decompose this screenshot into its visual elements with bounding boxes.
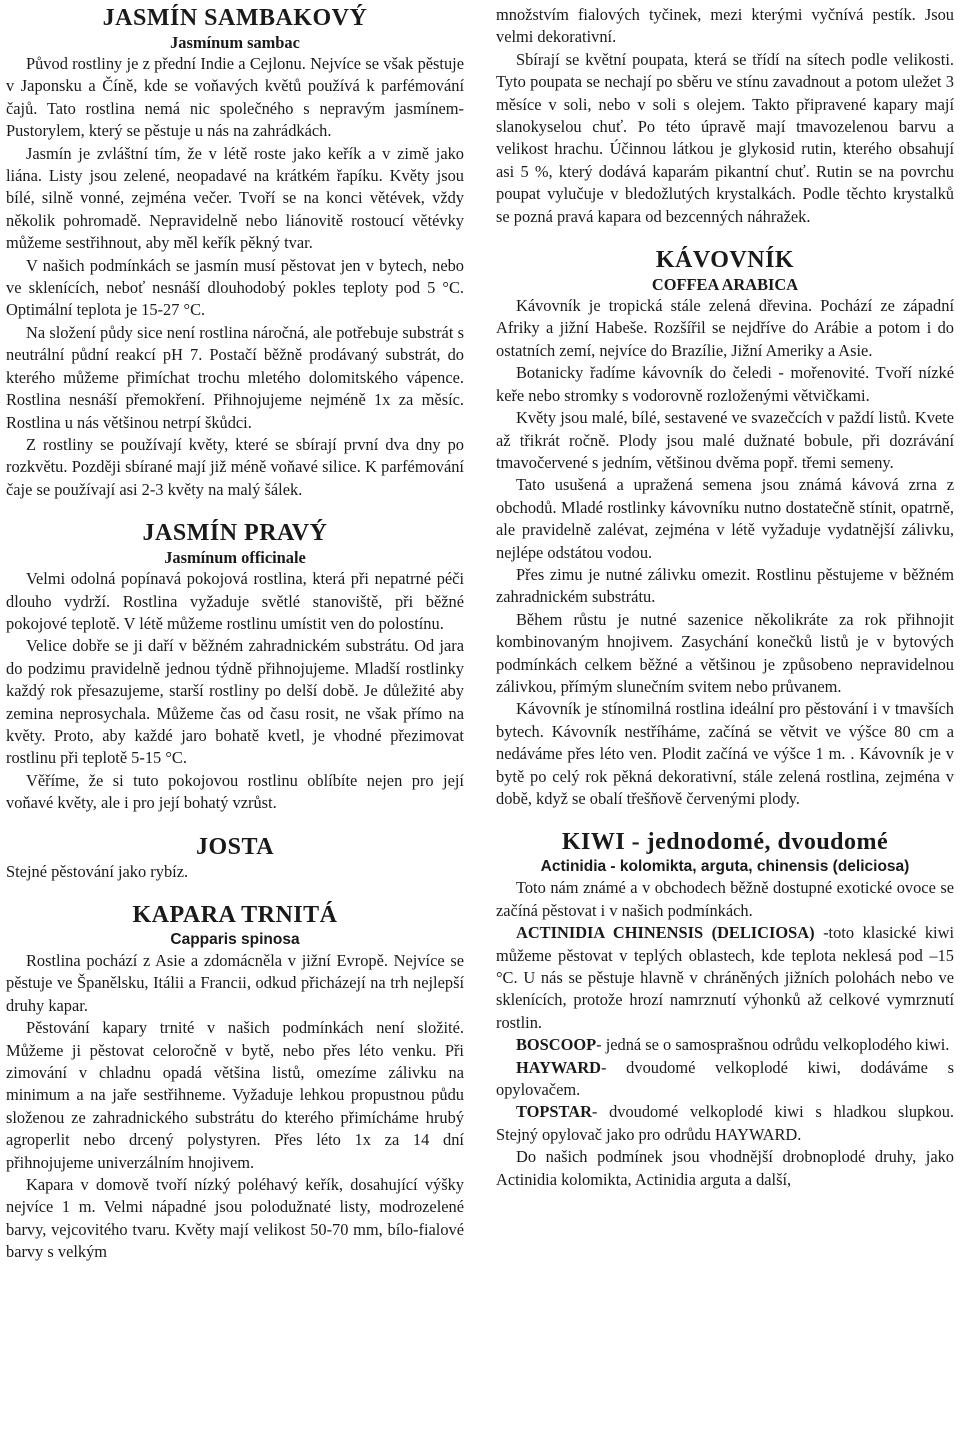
- paragraph: Tato usušená a upražená semena jsou známá kávová zrna z obchodů. Mladé rostlinky kávovníku nutno dostatečně stínit, opatrně, ale pravidelně zalévat, zejména v létě vyžaduje vydatnější zálivku, nejlépe odstátou vodou.: [496, 475, 954, 562]
- spacer: [6, 501, 464, 519]
- spacer: [496, 228, 954, 246]
- term: BOSCOOP: [516, 1035, 597, 1055]
- paragraph-topstar: [496, 1101, 954, 1146]
- paragraph: Sbírají se květní poupata, která se třídí na sítech podle velikosti. Tyto poupata se nechají po sběru ve stínu zavadnout a potom uležet 3 měsíce v soli, nebo v soli s olejem. Takto připravené kapary mají slanokyselou chuť. Po této úpravě mají tmavozelenou barvu a velikost hrachu. Účinnou látkou je glykosid rutin, kterého obsahují asi 5 %, který dodává kaparám pikantní chuť. Rutin se na povrchu poupat vylučuje v bledožlutých krystalkách. Podle těchto krystalků se pozná pravá kapara od bezcenných náhražek.: [496, 49, 954, 226]
- section-subtitle-capparis-spinosa: Capparis spinosa: [170, 931, 300, 948]
- paragraph: množstvím fialových tyčinek, mezi kterými vyčnívá pestík. Jsou velmi dekorativní.: [496, 5, 954, 47]
- section-title-jasmin-pravy: JASMÍN PRAVÝ: [142, 520, 328, 547]
- paragraph: Velmi odolná popínavá pokojová rostlina, která při nepatrné péči dlouho vydrží. Rostlina vyžaduje světlé stanoviště, při běžné pokojové teplotě. V létě můžeme rostlinu umístit ven do polostínu.: [6, 569, 464, 633]
- term: ACTINIDIA CHINENSIS (DELICIOSA): [516, 923, 815, 943]
- paragraph: Věříme, že si tuto pokojovou rostlinu oblíbíte nejen pro její voňavé květy, ale i pro její bohatý vzrůst.: [6, 770, 464, 813]
- term: TOPSTAR: [516, 1102, 592, 1122]
- paragraph-boscoop: [496, 1034, 954, 1056]
- section-subtitle-actinidia: Actinidia - kolomikta, arguta, chinensis (deliciosa): [540, 858, 910, 876]
- paragraph: V našich podmínkách se jasmín musí pěstovat jen v bytech, nebo ve sklenících, neboť nesnáší dlouhodobý pokles teploty pod 5 °C. Optimální teplota je 15-27 °C.: [6, 255, 464, 320]
- paragraph: Na složení půdy sice není rostlina náročná, ale potřebuje substrát s neutrální půdní reakcí pH 7. Postačí běžně prodávaný substrát, do kterého můžeme přimíchat trochu mletého dolomitského vápence. Rostlina nesnáší přemokření. Přihnojujeme nejméně 1x za měsíc. Rostlina u nás většinou netrpí škůdci.: [6, 322, 464, 432]
- term-text: - jedná se o samosprašnou odrůdu velkoplodého kiwi.: [596, 1035, 950, 1055]
- paragraph: Toto nám známé a v obchodech běžně dostupné exotické ovoce se začíná pěstovat i v našich podmínkách.: [496, 878, 954, 920]
- section-subtitle-jasminum-officinale: Jasmínum officinale: [164, 548, 306, 568]
- paragraph-actinidia-chinensis: [496, 922, 954, 1034]
- spacer: [6, 883, 464, 901]
- paragraph-hayward: [496, 1057, 954, 1102]
- paragraph: Kapara v domově tvoří nízký poléhavý keřík, dosahující výšky nejvíce 1 m. Velmi nápadné jsou polodužnaté listy, modrozelené barvy, vejcovitého tvaru. Květy mají velikost 50-70 mm, bílo-fialové barvy s velkým: [6, 1175, 464, 1262]
- term-text: - dvoudomé velkoplodé kiwi s hladkou slupkou. Stejný opylovač jako pro odrůdu HAYWARD.: [496, 1102, 954, 1144]
- section-title-kapara-trnita: KAPARA TRNITÁ: [132, 902, 338, 928]
- paragraph: Z rostliny se používají květy, které se sbírají první dva dny po rozkvětu. Později sbírané mají již méně voňavé silice. K parfémování čaje se používají asi 2-3 květy na malý šálek.: [6, 434, 464, 499]
- paragraph: Stejné pěstování jako rybíz.: [6, 861, 189, 881]
- paragraph: Kávovník je stínomilná rostlina ideální pro pěstování i v tmavších bytech. Kávovník nestříháme, začíná se větvit ve výšce 80 cm a nedáváme přes léto ven. Plodit začíná ve výšce 1 m. . Kávovník je v bytě po celý rok pěkná dekorativní, stále zelená rostlina, zejména v době, když se obalí třešňově červenými plody.: [496, 699, 954, 808]
- paragraph: Během růstu je nutné sazenice několikráte za rok přihnojit kombinovaným hnojivem. Zasychání konečků listů je v bytových podmínkách celkem běžné a většinou je způsobeno nepravidelnou zálivkou, přímým slunečním svitem nebo průvanem.: [496, 609, 954, 696]
- section-title-kavovnik: KÁVOVNÍK: [655, 247, 795, 274]
- section-subtitle-coffea-arabica: COFFEA ARABICA: [651, 275, 799, 295]
- paragraph: Do našich podmínek jsou vhodnější drobnoplodé druhy, jako Actinidia kolomikta, Actinidia arguta a další,: [496, 1147, 954, 1189]
- term-text: -toto klasické kiwi můžeme pěstovat v teplých oblastech, kde teplota neklesá pod –15 °C. U nás se pěstuje hlavně v chráněných jižních polohách nebo ve sklenících, protože hrozí namrznutí výhonků až celkové vymrznutí rostlin.: [496, 923, 954, 1032]
- section-title-josta: JOSTA: [195, 833, 275, 860]
- paragraph: Velice dobře se ji daří v běžném zahradnickém substrátu. Od jara do podzimu pravidelně jednou týdně přihnojujeme. Mladší rostlinky každý rok přesazujeme, starší rostliny po delší době. Je důležité aby zemina neprosychala. Můžeme čas od času rosit, ne však přímo na květy. Proto, aby každé jaro bohatě kvetl, je vhodné přezimovat rostlinu při teplotě 5-15 °C.: [6, 636, 464, 768]
- section-title-kiwi: KIWI - jednodomé, dvoudomé: [561, 829, 889, 856]
- paragraph: Přes zimu je nutné zálivku omezit. Rostlinu pěstujeme v běžném zahradnickém substrátu.: [496, 564, 954, 607]
- left-column: [6, 4, 464, 1430]
- paragraph: Původ rostliny je z přední Indie a Cejlonu. Nejvíce se však pěstuje v Japonsku a Číně, kde se voňavých květů používá k parfémování čajů. Tato rostlina nemá nic společného s nepravým jasmínem- Pustorylem, který se pěstuje u nás na zahrádkách.: [6, 54, 464, 141]
- paragraph: Jasmín je zvláštní tím, že v létě roste jako keřík a v zimě jako liána. Listy jsou zelené, neopadavé na krátkém řapíku. Květy jsou bílé, silně vonné, zejména večer. Tvoří se na konci větévek, vždy několik pohromadě. Nepravidelně nebo liánovitě rostoucí větévky můžeme sestřihnout, aby měl keřík pěkný tvar.: [6, 143, 464, 253]
- term-text: - dvoudomé velkoplodé kiwi, dodáváme s opylovačem.: [496, 1057, 954, 1100]
- section-subtitle-jasminum-sambac: Jasmínum sambac: [170, 33, 300, 52]
- term: HAYWARD: [516, 1057, 602, 1077]
- right-column: [496, 4, 954, 1430]
- spacer: [496, 810, 954, 828]
- paragraph: Kávovník je tropická stále zelená dřevina. Pochází ze západní Afriky a jižní Habeše. Rozšířil se nejdříve do Arábie a potom i do ostatních zemí, nejvíce do Brazílie, Jižní Ameriky a Asie.: [496, 296, 954, 360]
- paragraph: Botanicky řadíme kávovník do čeledi - mořenovité. Tvoří nízké keře nebo stromky s vodorovně rozloženými větvičkami.: [496, 363, 954, 405]
- paragraph: Květy jsou malé, bílé, sestavené ve svazečcích v paždí listů. Kvete až třikrát ročně. Plody jsou malé dužnaté bobule, při dozrávání tmavočervené s jedním, většinou dvěma popř. třemi semeny.: [496, 408, 954, 472]
- paragraph: Rostlina pochází z Asie a zdomácněla v jižní Evropě. Nejvíce se pěstuje ve Španělsku, Itálii a Francii, odkud přicházejí na trh nejlepší druhy kapar.: [6, 951, 464, 1015]
- section-title-jasmin-sambakovy: JASMÍN SAMBAKOVÝ: [102, 5, 368, 31]
- paragraph: Pěstování kapary trnité v našich podmínkách není složité. Můžeme ji pěstovat celoročně v bytě, nebo přes léto venku. Při zimování v chladnu opadá většina listů, omezíme zálivku na minimum a na jaře sestřihneme. Vyžaduje lehkou propustnou půdu složenou ze zahradnického substrátu do kterého přimícháme hrubý agroperlit nebo drcený polystyren. Přes léto 1x za 14 dní přihnojujeme univerzálním hnojivem.: [6, 1018, 464, 1172]
- spacer: [6, 815, 464, 833]
